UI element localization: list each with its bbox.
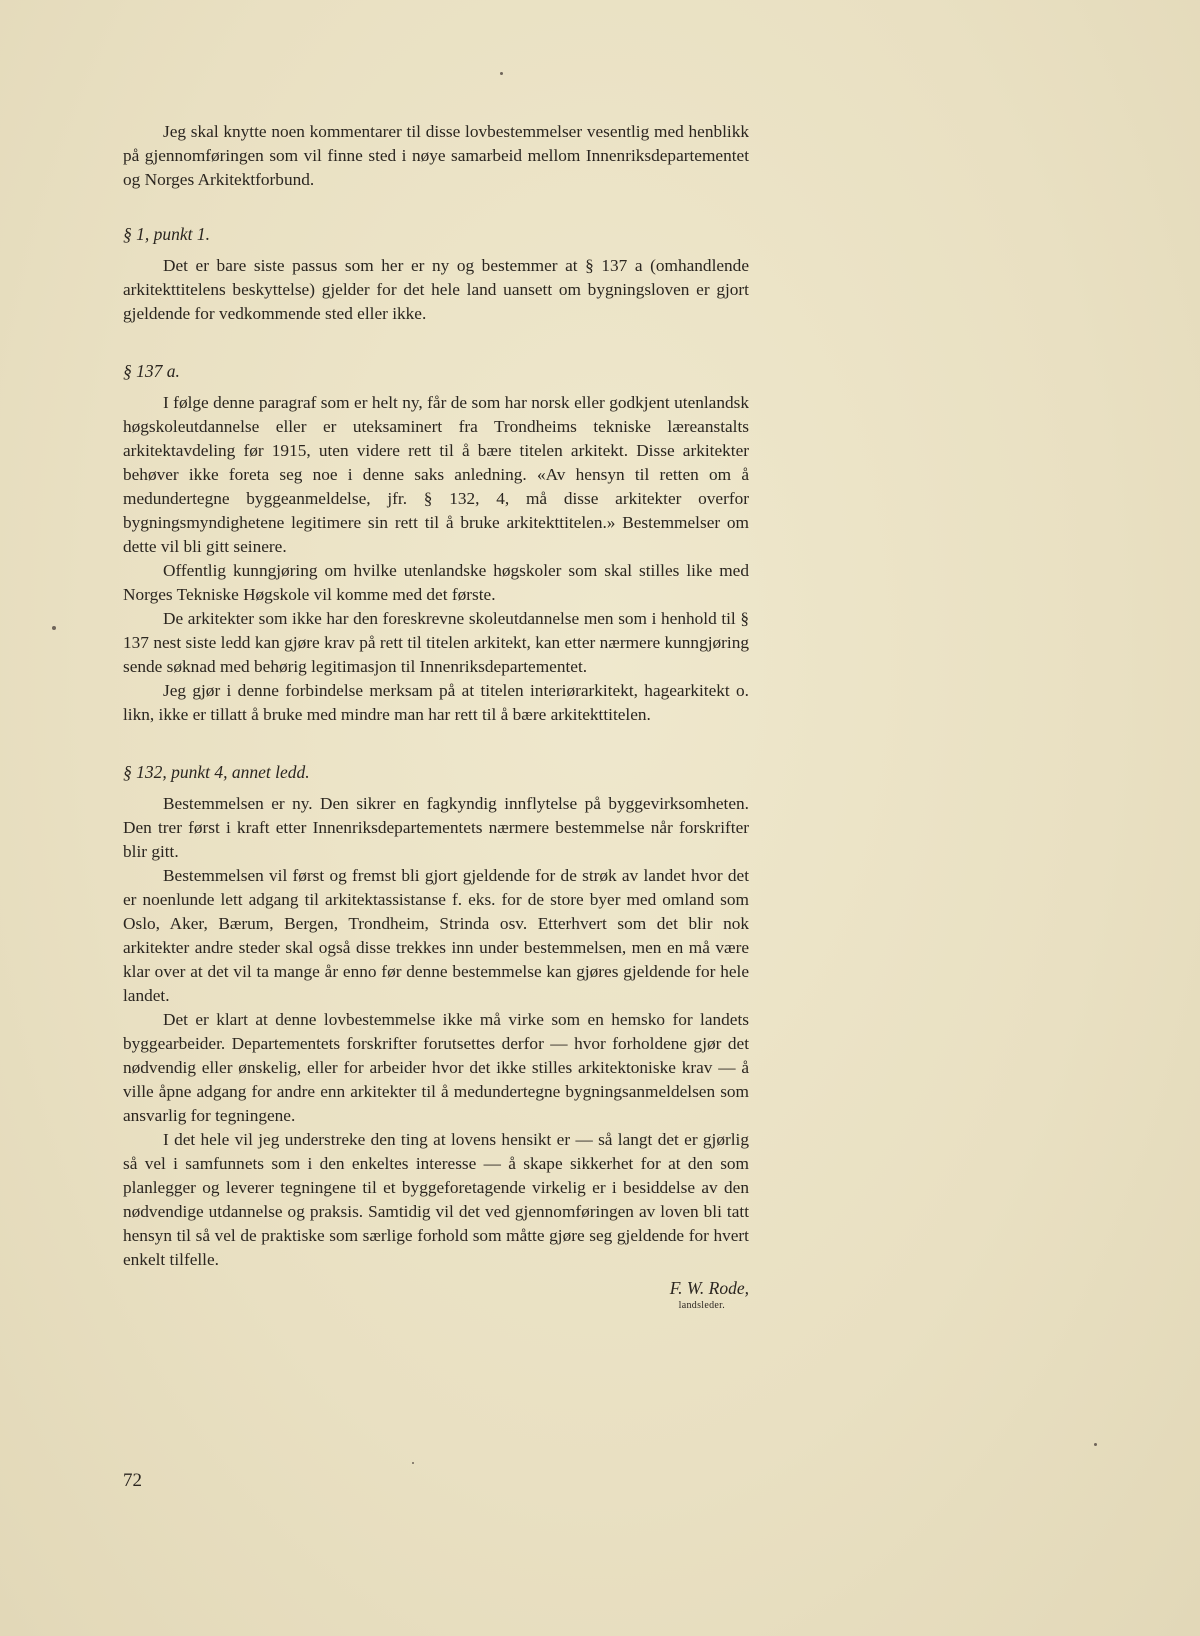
paper-speck <box>52 626 56 630</box>
section-heading: § 132, punkt 4, annet ledd. <box>123 762 310 782</box>
section-paragraph: De arkitekter som ikke har den foreskrevne skoleutdannelse men som i henhold til § 137 nest siste ledd kan gjøre krav på rett til titelen arkitekt, kan etter nærmere kunngjøring sende søknad med behørig legitimasjon til Innenriksdepartementet. <box>123 609 749 676</box>
section-paragraph: Bestemmelsen er ny. Den sikrer en fagkyndig innflytelse på byggevirksomheten. Den trer først i kraft etter Innenriksdepartementets nærmere bestemmelse når forskrifter blir gitt. <box>123 794 749 861</box>
section-paragraph: I følge denne paragraf som er helt ny, får de som har norsk eller godkjent utenlandsk høgskoleutdannelse eller er uteksaminert fra Trondheims tekniske læreanstalts arkitektavdeling før 1915, uten videre rett til å bære titelen arkitekt. Disse arkitekter behøver ikke foreta seg noe i denne saks anledning. «Av hensyn til retten om å medundertegne byggeanmeldelse, jfr. § 132, 4, må disse arkitekter overfor bygningsmyndighetene legitimere sin rett til å bruke arkitekttitelen.» Bestemmelser om dette vil bli gitt seinere. <box>123 393 749 556</box>
section-heading: § 137 a. <box>123 361 180 381</box>
section-paragraph: Det er bare siste passus som her er ny og bestemmer at § 137 a (omhandlende arkitekttitelens beskyttelse) gjelder for det hele land uansett om bygningsloven er gjort gjeldende for vedkommende sted eller ikke. <box>123 256 749 323</box>
section-paragraph-132 <box>123 760 749 1272</box>
section-paragraph: Bestemmelsen vil først og fremst bli gjort gjeldende for de strøk av landet hvor det er noenlunde lett adgang til arkitektassistanse f. eks. for de store byer med omland som Oslo, Aker, Bærum, Bergen, Trondheim, Strinda osv. Etterhvert som det blir nok arkitekter andre steder skal også disse trekkes inn under bestemmelsen, men en må være klar over at det vil ta mange år enno før denne bestemmelse kan gjøres gjeldende for hele landet. <box>123 866 749 1005</box>
section-paragraph-137a <box>123 359 749 727</box>
section-paragraph-1 <box>123 222 749 326</box>
page-number: 72 <box>123 1470 142 1491</box>
intro-paragraph: Jeg skal knytte noen kommentarer til disse lovbestemmelser vesentlig med henblikk på gjennomføringen som vil finne sted i nøye samarbeid mellom Innenriksdepartementet og Norges Arkitektforbund. <box>123 122 749 189</box>
paper-speck <box>500 72 503 75</box>
section-paragraph: I det hele vil jeg understreke den ting at lovens hensikt er — så langt det er gjørlig så vel i samfunnets som i den enkeltes interesse — å skape sikkerhet for at den som planlegger og leverer tegningene til et byggeforetagende virkelig er i besiddelse av den nødvendige utdannelse og praksis. Samtidig vil det ved gjennomføringen av loven bli tatt hensyn til så vel de praktiske som særlige forhold som måtte gjøre seg gjeldende for hvert enkelt tilfelle. <box>123 1130 749 1269</box>
signature-title: landsleder. <box>678 1300 725 1311</box>
section-paragraph: Det er klart at denne lovbestemmelse ikke må virke som en hemsko for landets byggearbeider. Departementets forskrifter forutsettes derfor — hvor forholdene gjør det nødvendig eller ønskelig, eller for arbeider hvor det ikke stilles arkitektoniske krav — å ville åpne adgang for andre enn arkitekter til å medundertegne bygningsanmeldelsen som ansvarlig for tegningene. <box>123 1010 749 1125</box>
paper-speck <box>1094 1443 1097 1446</box>
paper-speck <box>412 1462 414 1464</box>
section-heading: § 1, punkt 1. <box>123 224 211 244</box>
document-body <box>123 120 749 1312</box>
signature-name: F. W. Rode, <box>669 1278 749 1298</box>
section-paragraph: Offentlig kunngjøring om hvilke utenlandske høgskoler som skal stilles like med Norges Tekniske Høgskole vil komme med det første. <box>123 561 749 604</box>
section-paragraph: Jeg gjør i denne forbindelse merksam på at titelen interiørarkitekt, hagearkitekt o. likn, ikke er tillatt å bruke med mindre man har rett til å bære arkitekttitelen. <box>123 681 749 724</box>
